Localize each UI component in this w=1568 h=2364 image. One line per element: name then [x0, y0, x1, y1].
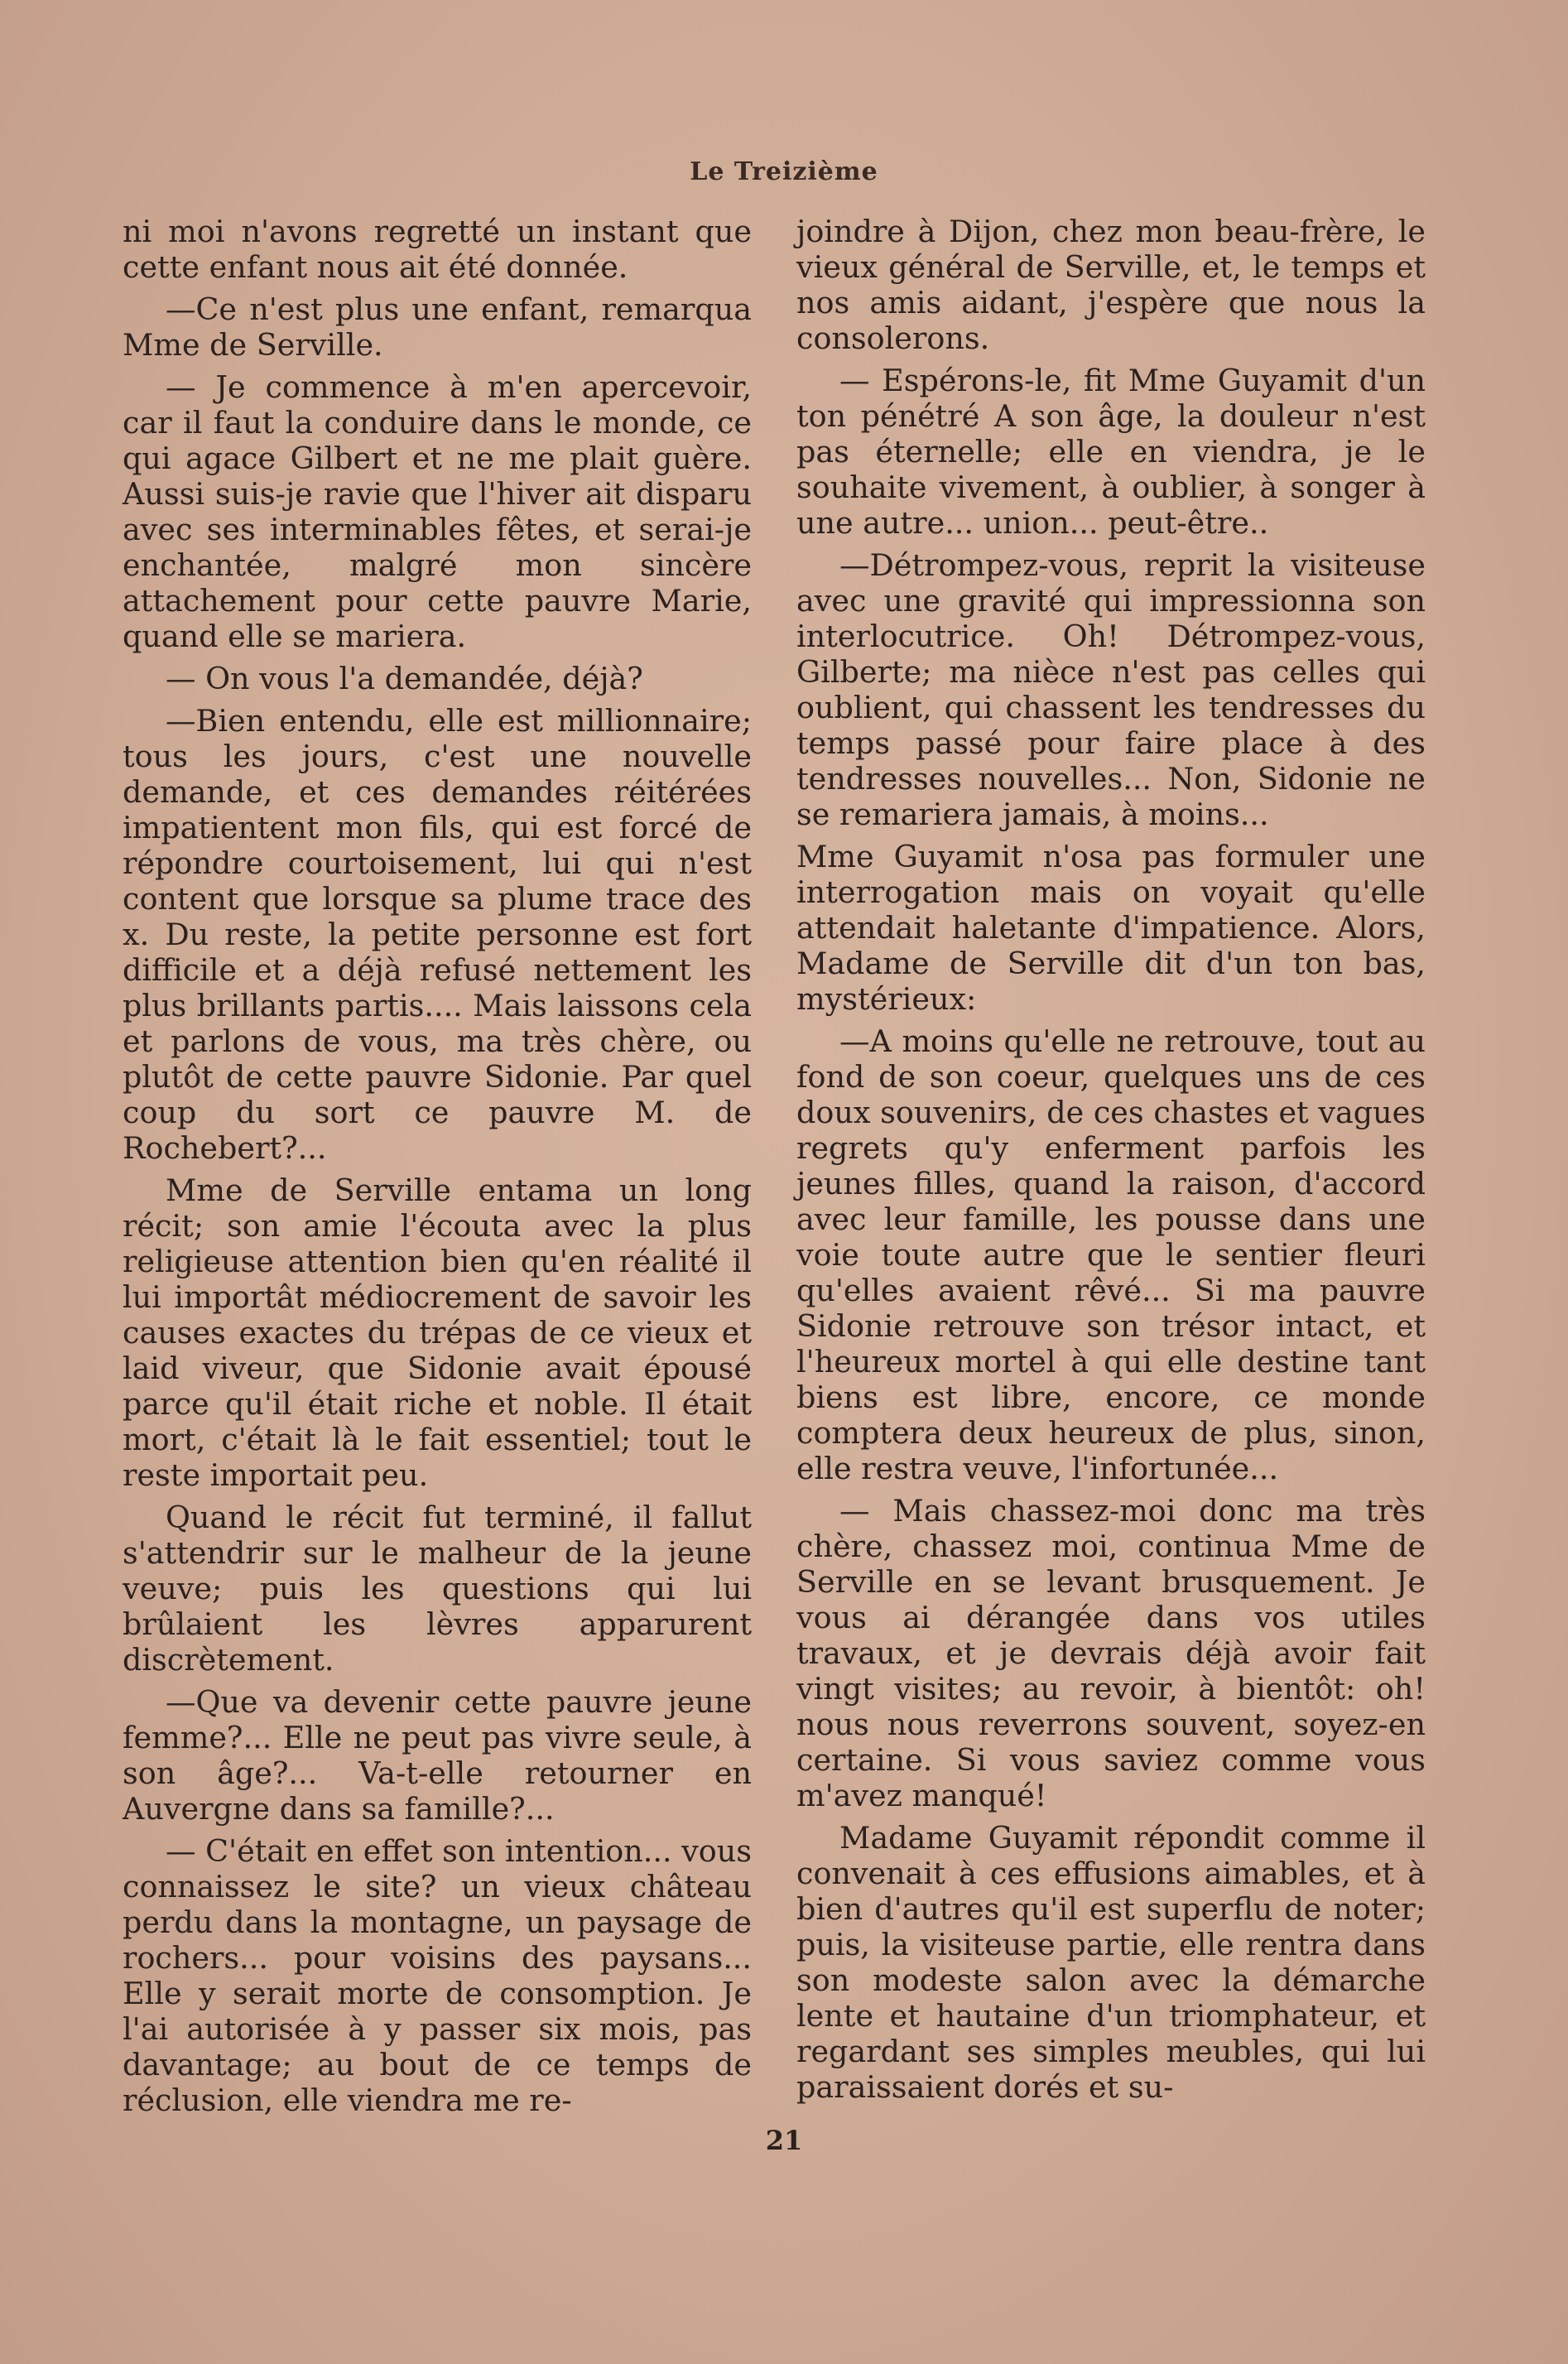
paragraph: —Détrompez-vous, reprit la visiteuse avec une gravité qui impressionna son interlocutrice. Oh! Détrompez-vous, Gilberte; ma nièce n'est pas celles qui oublient, qui chassent les tendresses du temps passé pour faire place à des tendresses nouvelles... Non, Sidonie ne se remariera jamais, à moins...	[796, 547, 1426, 832]
paragraph: — C'était en effet son intention... vous connaissez le site? un vieux château perdu dans la montagne, un paysage de rochers... pour voisins des paysans... Elle y serait morte de consomption. Je l'ai autorisée à y passer six mois, pas davantage; au bout de ce temps de réclusion, elle viendra me re-	[123, 1833, 752, 2118]
paragraph: Madame Guyamit répondit comme il convenait à ces effusions aimables, et à bien d'autres qu'il est superflu de noter; puis, la visiteuse partie, elle rentra dans son modeste salon avec la démarche lente et hautaine d'un triomphateur, et regardant ses simples meubles, qui lui paraissaient dorés et su-	[796, 1820, 1426, 2105]
page-number: 21	[765, 2125, 803, 2156]
paragraph: ni moi n'avons regretté un instant que cette enfant nous ait été donnée.	[123, 214, 752, 285]
paragraph: —Ce n'est plus une enfant, remarqua Mme de Serville.	[123, 291, 752, 363]
paragraph: —Bien entendu, elle est millionnaire; tous les jours, c'est une nouvelle demande, et ces demandes réitérées impatientent mon fils, qui est forcé de répondre courtoisement, lui qui n'est content que lorsque sa plume trace des x. Du reste, la petite personne est fort difficile et a déjà refusé nettement les plus brillants partis.... Mais laissons cela et parlons de vous, ma très chère, ou plutôt de cette pauvre Sidonie. Par quel coup du sort ce pauvre M. de Rochebert?...	[123, 703, 752, 1166]
paragraph: Mme Guyamit n'osa pas formuler une interrogation mais on voyait qu'elle attendait haletante d'impatience. Alors, Madame de Serville dit d'un ton bas, mystérieux:	[796, 839, 1426, 1017]
left-text-column	[123, 214, 752, 2125]
running-title: Le Treizième	[690, 157, 878, 186]
paragraph: —A moins qu'elle ne retrouve, tout au fond de son coeur, quelques uns de ces doux souvenirs, de ces chastes et vagues regrets qu'y enferment parfois les jeunes filles, quand la raison, d'accord avec leur famille, les pousse dans une voie toute autre que le sentier fleuri qu'elles avaient rêvé... Si ma pauvre Sidonie retrouve son trésor intact, et l'heureux mortel à qui elle destine tant biens est libre, encore, ce monde comptera deux heureux de plus, sinon, elle restra veuve, l'infortunée...	[796, 1023, 1426, 1486]
paragraph: — On vous l'a demandée, déjà?	[166, 661, 643, 696]
paragraph: — Je commence à m'en apercevoir, car il faut la conduire dans le monde, ce qui agace Gilbert et ne me plait guère. Aussi suis-je ravie que l'hiver ait disparu avec ses interminables fêtes, et serai-je enchantée, malgré mon sincère attachement pour cette pauvre Marie, quand elle se mariera.	[123, 369, 752, 654]
paragraph: joindre à Dijon, chez mon beau-frère, le vieux général de Serville, et, le temps et nos amis aidant, j'espère que nous la consolerons.	[796, 214, 1426, 356]
paragraph: Quand le récit fut terminé, il fallut s'attendrir sur le malheur de la jeune veuve; puis les questions qui lui brûlaient les lèvres apparurent discrètement.	[123, 1500, 752, 1678]
paragraph: Mme de Serville entama un long récit; son amie l'écouta avec la plus religieuse attention bien qu'en réalité il lui importât médiocrement de savoir les causes exactes du trépas de ce vieux et laid viveur, que Sidonie avait épousé parce qu'il était riche et noble. Il était mort, c'était là le fait essentiel; tout le reste importait peu.	[123, 1172, 752, 1493]
paragraph: — Espérons-le, fit Mme Guyamit d'un ton pénétré A son âge, la douleur n'est pas éternelle; elle en viendra, je le souhaite vivement, à oublier, à songer à une autre... union... peut-être..	[796, 363, 1426, 541]
paragraph: —Que va devenir cette pauvre jeune femme?... Elle ne peut pas vivre seule, à son âge?... Va-t-elle retourner en Auvergne dans sa famille?...	[123, 1684, 752, 1827]
paragraph: — Mais chassez-moi donc ma très chère, chassez moi, continua Mme de Serville en se levant brusquement. Je vous ai dérangée dans vos utiles travaux, et je devrais déjà avoir fait vingt visites; au revoir, à bientôt: oh! nous nous reverrons souvent, soyez-en certaine. Si vous saviez comme vous m'avez manqué!	[796, 1493, 1426, 1813]
right-text-column	[796, 214, 1426, 2111]
